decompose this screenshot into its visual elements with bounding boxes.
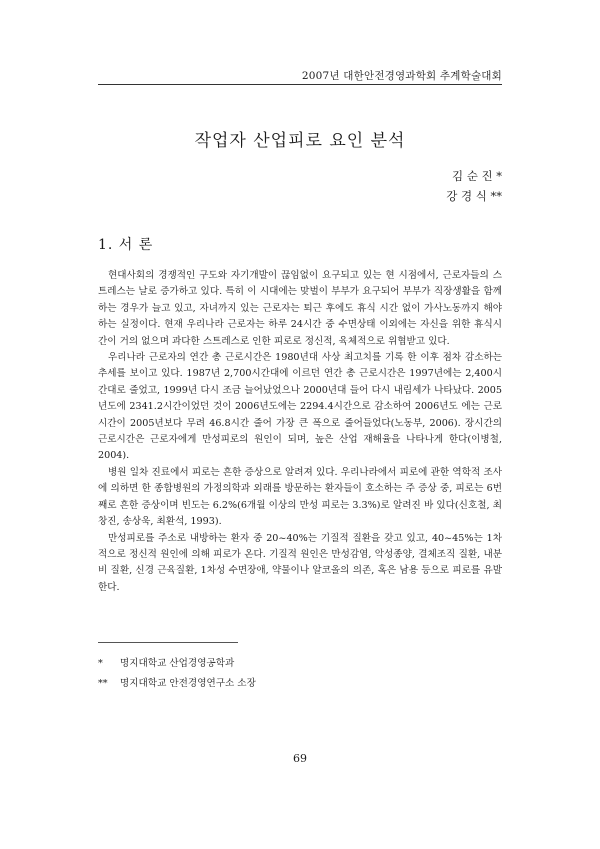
footnote-text: 명지대학교 산업경영공학과 [120, 658, 235, 669]
paragraph: 우리나라 근로자의 연간 총 근로시간은 1980년대 사상 최고치를 기록 한 이후 점차 감소하는 추세를 보이고 있다. 1987년 2,700시간대에 이르던 연간 총 근로시간은 1997년에는 2,400시간대로 줄었고, 1999년 다시 조금 늘어났었으나 2000년대 들어 다시 내림세가 나타났다. 2005년도에 2341.2시간이었던 것이 2006년도에는 2294.4시간으로 감소하여 2006년도 에는 근로시간이 2005년보다 무려 46.8시간 줄어 가장 큰 폭으로 줄어들었다(노동부, 2006). 장시간의 근로시간은 근로자에게 만성피로의 원인이 되며, 높은 산업 재해율을 나타나게 한다(이병철, 2004). [98, 352, 502, 462]
footnotes [98, 654, 256, 694]
footnote [98, 674, 256, 694]
author-mark: ** [490, 189, 502, 203]
header-divider [98, 84, 502, 85]
author-mark: * [496, 169, 502, 183]
page-number: 69 [293, 752, 307, 765]
paragraph: 만성피로를 주소로 내방하는 환자 중 20~40%는 기질적 질환을 갖고 있고, 40~45%는 1차적으로 정신적 원인에 의해 피로가 온다. 기질적 원인은 만성감염, 악성종양, 결체조직 질환, 내분비 질환, 신경 근육질환, 1차성 수면장애, 약물이나 알코올의 의존, 혹은 남용 등으로 피로를 유발한다. [98, 532, 502, 593]
footnote-text: 명지대학교 안전경영연구소 소장 [120, 678, 256, 689]
author-name: 강 경 식 [446, 189, 487, 203]
section-heading: 1. 서 론 [98, 237, 154, 253]
author-entry [446, 186, 502, 206]
body-text [98, 268, 502, 596]
author-list [446, 166, 502, 206]
footnote-divider [98, 642, 238, 643]
author-name: 김 순 진 [451, 169, 493, 183]
footnote [98, 654, 256, 674]
paragraph: 병원 일차 진료에서 피로는 흔한 증상으로 알려져 있다. 우리나라에서 피로에 관한 역학적 조사에 의하면 한 종합병원의 가정의학과 외래를 방문하는 환자들이 호소하는 주 증상 중, 피로는 6번째로 흔한 증상이며 빈도는 6.2%(6개월 이상의 만성 피로는 3.3%)로 알려진 바 있다(신호철, 최창진, 송상욱, 최환석, 1993). [98, 466, 502, 528]
paper-title: 작업자 산업피로 요인 분석 [194, 131, 406, 151]
author-entry [446, 166, 502, 186]
footnote-mark: * [98, 658, 103, 669]
running-header: 2007년 대한안전경영과학회 추계학술대회 [301, 70, 502, 82]
footnote-mark: ** [98, 678, 108, 689]
paragraph: 현대사회의 경쟁적인 구도와 자기개발이 끊임없이 요구되고 있는 현 시점에서, 근로자들의 스트레스는 날로 증가하고 있다. 특히 이 시대에는 맞벌이 부부가 요구되어 부부가 직장생활을 함께 하는 경우가 늘고 있고, 자녀까지 있는 근로자는 퇴근 후에도 휴식 시간 없이 가사노동까지 해야 하는 실정이다. 현재 우리나라 근로자는 하루 24시간 중 수면상태 이외에는 자신을 위한 휴식시간이 거의 없으며 과다한 스트레스로 인한 피로로 정신적, 육체적으로 위협받고 있다. [98, 270, 502, 347]
